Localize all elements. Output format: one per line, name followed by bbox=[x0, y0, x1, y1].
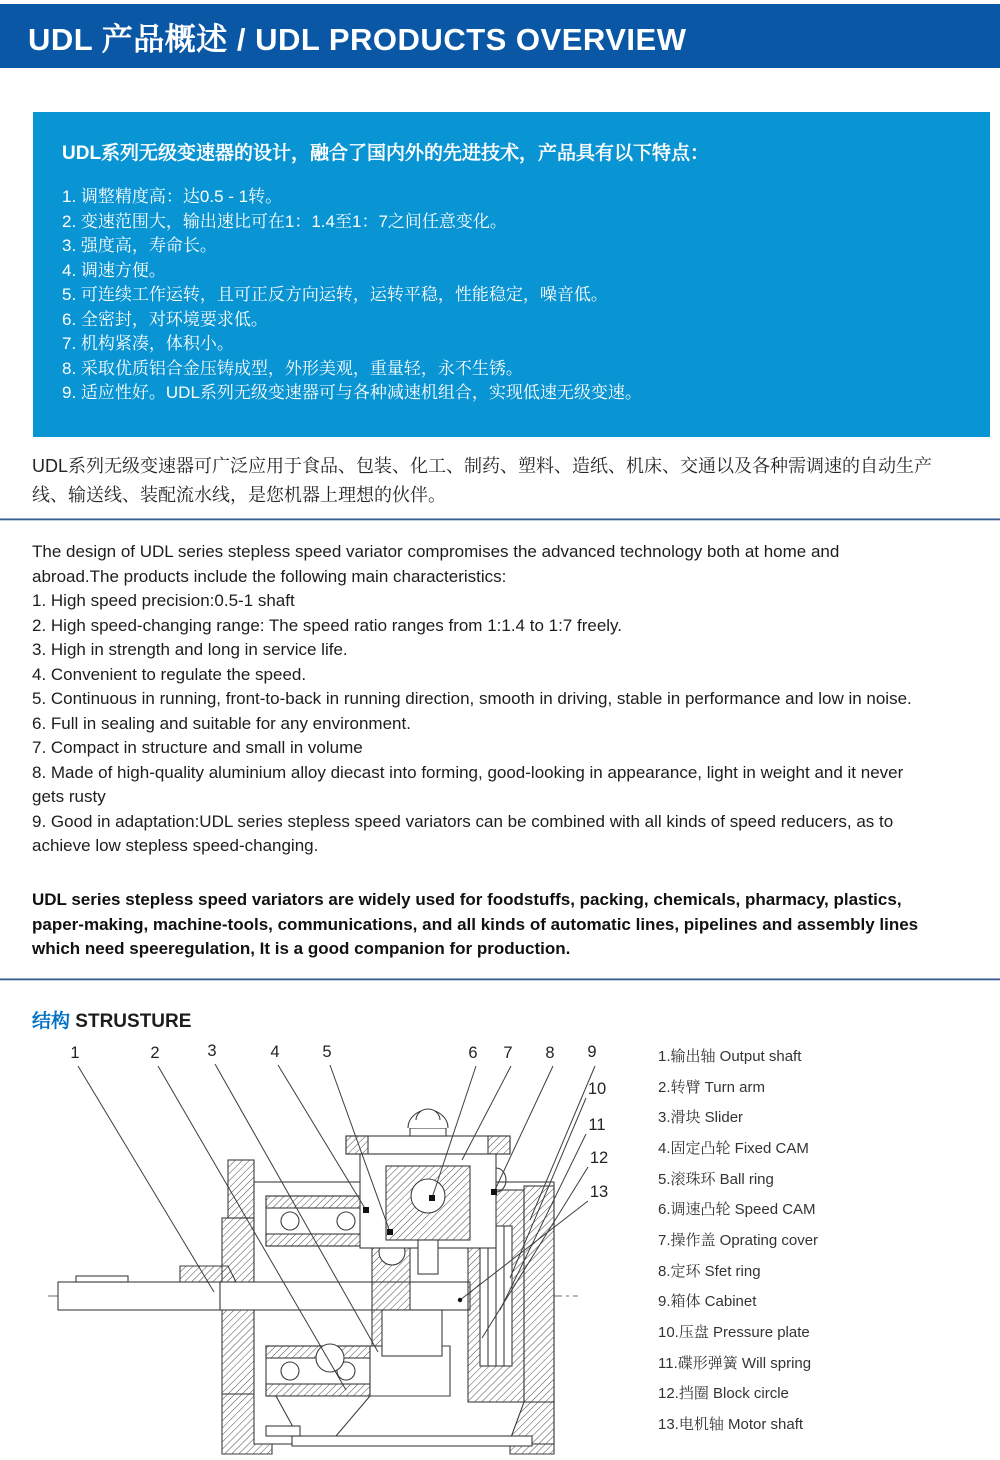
structure-section-heading bbox=[32, 1006, 191, 1033]
feature-box bbox=[33, 112, 990, 437]
part-item-3: 3.滑块 Slider bbox=[658, 1109, 744, 1127]
feature-item-7: 7. 机构紧凑，体积小。 bbox=[62, 334, 234, 353]
english-item-5: 5. Continuous in running, front-to-back in running direction, smooth in driving, stable in performance and low in noise. bbox=[32, 689, 912, 708]
separator-line bbox=[0, 518, 1000, 521]
part-item-1: 1.输出轴 Output shaft bbox=[658, 1048, 802, 1065]
feature-item-8: 8. 采取优质铝合金压铸成型，外形美观，重量轻，永不生锈。 bbox=[62, 358, 523, 378]
callout-13: 13 bbox=[589, 1183, 609, 1201]
english-item-4: 4. Convenient to regulate the speed. bbox=[32, 664, 307, 684]
feature-item-1: 1. 调整精度高：达0.5 - 1转。 bbox=[62, 187, 283, 206]
feature-item-6: 6. 全密封，对环境要求低。 bbox=[62, 309, 268, 329]
english-intro: The design of UDL series stepless speed variator compromises the advanced technology both at home and abroad.The products include the following main characteristics: bbox=[32, 542, 840, 586]
part-item-5: 5.滚珠环 Ball ring bbox=[658, 1170, 774, 1188]
callout-5: 5 bbox=[322, 1043, 332, 1061]
page-title: UDL 产品概述 / UDL PRODUCTS OVERVIEW bbox=[28, 21, 687, 57]
callout-7: 7 bbox=[503, 1044, 513, 1062]
cn-application-paragraph: UDL系列无级变速器可广泛应用于食品、包装、化工、制药、塑料、造纸、机床、交通以及各种需调速的自动生产线、输送线、装配流水线，是您机器上理想的伙伴。 bbox=[32, 456, 933, 505]
callout-10: 10 bbox=[587, 1080, 607, 1098]
callout-11: 11 bbox=[588, 1116, 606, 1134]
feature-list bbox=[62, 185, 960, 406]
callout-3: 3 bbox=[207, 1042, 217, 1060]
english-item-8: 8. Made of high-quality aluminium alloy diecast into forming, good-looking in appearance, light in weight and it never gets rusty bbox=[32, 762, 904, 806]
english-summary-paragraph: UDL series stepless speed variators are widely used for foodstuffs, packing, chemicals, pharmacy, plastics, paper-making, machine-tools, communications, and all kinds of automatic lines, pipelines and assembly lines which need speeregulation, It is a good companion for production. bbox=[32, 890, 919, 958]
machine-drawing bbox=[48, 1109, 578, 1454]
page-header bbox=[0, 4, 1000, 68]
separator-line bbox=[0, 978, 1000, 981]
callout-8: 8 bbox=[545, 1044, 555, 1062]
structure-heading-cn: 结构 bbox=[32, 1011, 71, 1032]
english-item-9: 9. Good in adaptation:UDL series stepless speed variators can be combined with all kinds of speed reducers, as to achieve low stepless speed-changing. bbox=[32, 811, 894, 855]
english-item-1: 1. High speed precision:0.5-1 shaft bbox=[32, 591, 295, 610]
callout-6: 6 bbox=[468, 1044, 478, 1062]
part-item-11: 11.碟形弹簧 Will spring bbox=[658, 1354, 812, 1372]
english-description bbox=[32, 540, 927, 859]
feature-item-2: 2. 变速范围大，输出速比可在1：1.4至1：7之间任意变化。 bbox=[62, 211, 507, 231]
english-item-7: 7. Compact in structure and small in volume bbox=[32, 738, 363, 757]
english-item-2: 2. High speed-changing range: The speed ratio ranges from 1:1.4 to 1:7 freely. bbox=[32, 615, 623, 635]
callout-1: 1 bbox=[70, 1044, 80, 1062]
callout-12: 12 bbox=[589, 1149, 609, 1167]
english-item-6: 6. Full in sealing and suitable for any environment. bbox=[32, 713, 411, 733]
structure-heading-en: STRUSTURE bbox=[75, 1011, 192, 1032]
part-item-8: 8.定环 Sfet ring bbox=[658, 1262, 761, 1280]
feature-item-9: 9. 适应性好。UDL系列无级变速器可与各种减速机组合，实现低速无级变速。 bbox=[62, 383, 642, 402]
feature-box-title: UDL系列无级变速器的设计，融合了国内外的先进技术，产品具有以下特点： bbox=[62, 143, 710, 164]
part-item-2: 2.转臂 Turn arm bbox=[658, 1078, 765, 1096]
feature-item-5: 5. 可连续工作运转，且可正反方向运转，运转平稳，性能稳定，噪音低。 bbox=[62, 285, 608, 304]
callout-2: 2 bbox=[150, 1044, 160, 1062]
part-item-6: 6.调速凸轮 Speed CAM bbox=[658, 1201, 816, 1219]
callout-9: 9 bbox=[587, 1043, 597, 1061]
part-item-10: 10.压盘 Pressure plate bbox=[658, 1323, 810, 1341]
part-item-9: 9.箱体 Cabinet bbox=[658, 1293, 757, 1311]
part-item-12: 12.挡圈 Block circle bbox=[658, 1385, 789, 1403]
callout-4: 4 bbox=[270, 1043, 280, 1061]
english-item-3: 3. High in strength and long in service life. bbox=[32, 640, 348, 659]
feature-item-3: 3. 强度高，寿命长。 bbox=[62, 236, 217, 255]
part-item-4: 4.固定凸轮 Fixed CAM bbox=[658, 1139, 809, 1157]
feature-item-4: 4. 调速方便。 bbox=[62, 260, 166, 280]
part-item-13: 13.电机轴 Motor shaft bbox=[658, 1415, 804, 1433]
part-item-7: 7.操作盖 Oprating cover bbox=[658, 1231, 819, 1249]
parts-list bbox=[658, 1042, 988, 1441]
variator-cross-section-diagram bbox=[30, 1040, 650, 1460]
